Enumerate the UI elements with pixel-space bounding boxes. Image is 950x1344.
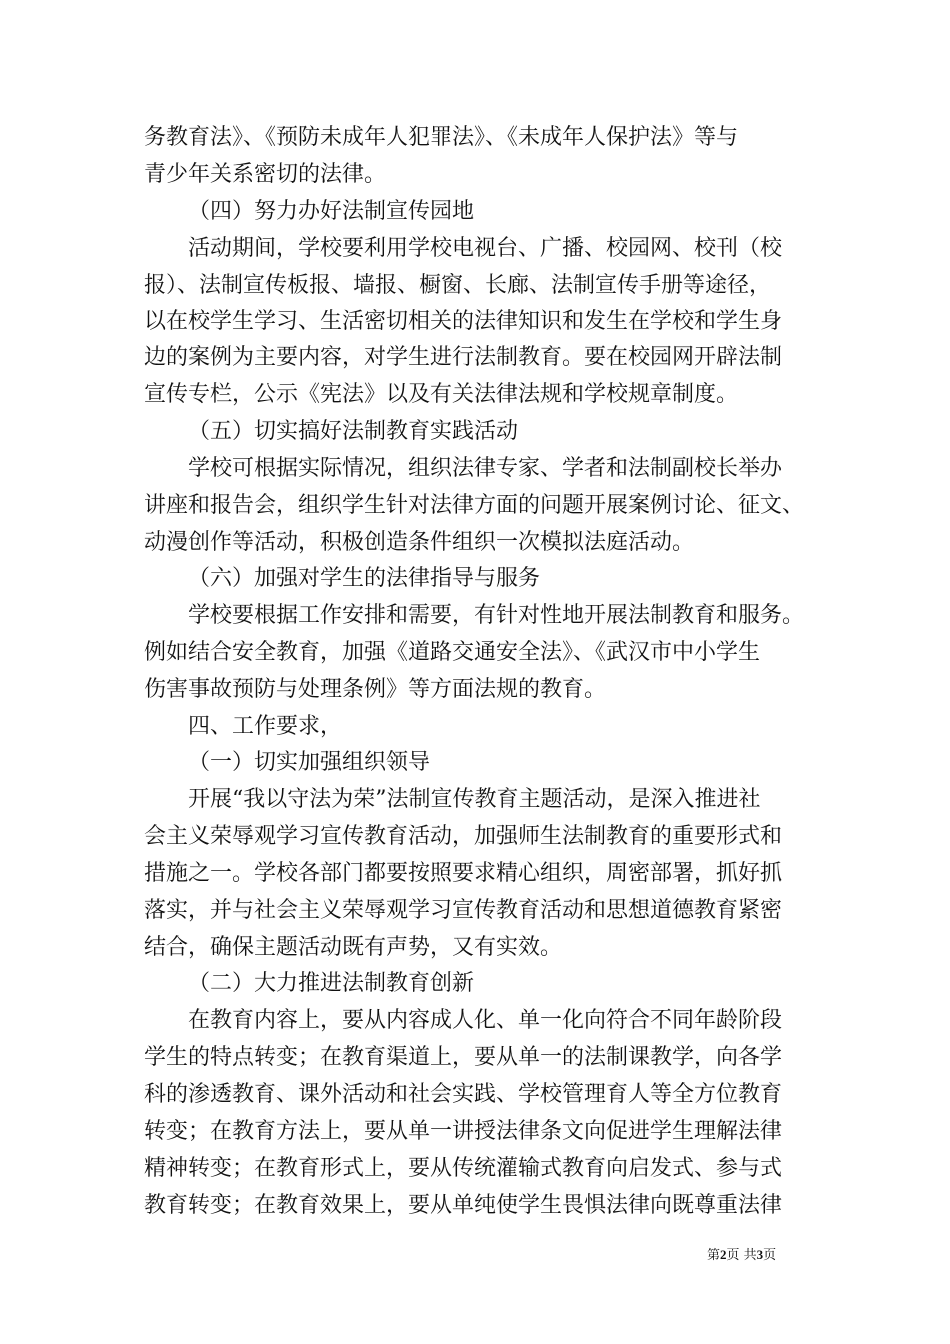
text-line: 务教育法》、《预防未成年人犯罪法》、《未成年人保护法》等与 [144, 125, 739, 150]
text-line: 宣传专栏，公示《宪法》以及有关法律法规和学校规章制度。 [144, 382, 739, 407]
text-line: 学校可根据实际情况，组织法律专家、学者和法制副校长举办 [188, 456, 783, 481]
text-line: 落实，并与社会主义荣辱观学习宣传教育活动和思想道德教育紧密 [144, 898, 783, 923]
footer-suffix: 页 [763, 1248, 777, 1263]
text-line: 科的渗透教育、课外活动和社会实践、学校管理育人等全方位教育 [144, 1082, 783, 1107]
section-heading: （一）切实加强组织领导 [188, 750, 431, 775]
footer-middle: 页 共 [726, 1248, 757, 1263]
text-line: 教育转变；在教育效果上，要从单纯使学生畏惧法律向既尊重法律 [144, 1193, 783, 1218]
total-page-number: 3 [756, 1247, 764, 1262]
current-page-number: 2 [720, 1247, 727, 1262]
text-line: 报）、法制宣传板报、墙报、橱窗、长廊、法制宣传手册等途径， [144, 273, 772, 298]
text-line: 以在校学生学习、生活密切相关的法律知识和发生在学校和学生身 [144, 309, 783, 334]
text-line: 讲座和报告会，组织学生针对法律方面的问题开展案例讨论、征文、 [144, 493, 805, 518]
section-heading: （二）大力推进法制教育创新 [188, 971, 475, 996]
text-line: 例如结合安全教育，加强《道路交通安全法》、《武汉市中小学生 [144, 640, 761, 665]
text-line: 伤害事故预防与处理条例》等方面法规的教育。 [144, 677, 607, 702]
section-heading: （六）加强对学生的法律指导与服务 [188, 566, 541, 591]
page-number-footer [707, 1247, 776, 1264]
text-line: 开展“我以守法为荣”法制宣传教育主题活动，是深入推进社 [188, 787, 761, 812]
text-line: 会主义荣辱观学习宣传教育活动，加强师生法制教育的重要形式和 [144, 824, 783, 849]
text-line: 活动期间，学校要利用学校电视台、广播、校园网、校刊（校 [188, 236, 783, 261]
text-line: 动漫创作等活动，积极创造条件组织一次模拟法庭活动。 [144, 530, 695, 555]
footer-prefix: 第 [707, 1248, 721, 1263]
text-line: 青少年关系密切的法律。 [144, 162, 387, 187]
section-heading: （四）努力办好法制宣传园地 [188, 199, 475, 224]
text-line: 精神转变；在教育形式上，要从传统灌输式教育向启发式、参与式 [144, 1156, 783, 1181]
text-line: 学生的特点转变；在教育渠道上，要从单一的法制课教学，向各学 [144, 1045, 783, 1070]
section-heading: （五）切实搞好法制教育实践活动 [188, 419, 519, 444]
text-line: 学校要根据工作安排和需要，有针对性地开展法制教育和服务。 [188, 603, 805, 628]
text-line: 转变；在教育方法上，要从单一讲授法律条文向促进学生理解法律 [144, 1119, 783, 1144]
text-line: 结合，确保主题活动既有声势，又有实效。 [144, 935, 563, 960]
section-heading: 四、工作要求， [188, 714, 343, 739]
text-line: 在教育内容上，要从内容成人化、单一化向符合不同年龄阶段 [188, 1008, 783, 1033]
text-line: 边的案例为主要内容，对学生进行法制教育。要在校园网开辟法制 [144, 345, 783, 370]
text-line: 措施之一。学校各部门都要按照要求精心组织，周密部署，抓好抓 [144, 861, 783, 886]
